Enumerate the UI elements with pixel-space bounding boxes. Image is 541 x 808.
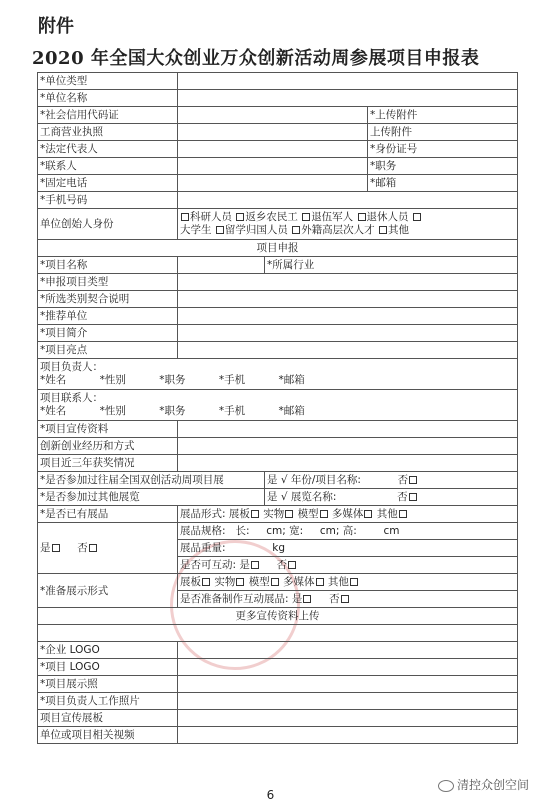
row-contact xyxy=(38,158,518,175)
field-business-license[interactable] xyxy=(178,124,368,141)
field-mobile[interactable] xyxy=(178,192,518,209)
exhibit-form[interactable]: 展品形式: 展板 实物 模型 多媒体 其他 xyxy=(178,506,518,523)
field-highlight[interactable] xyxy=(178,342,518,359)
leader-block[interactable]: 项目负责人： *姓名 *性别 *职务 *手机 *邮箱 xyxy=(38,359,518,390)
label-project-name: *项目名称 xyxy=(38,257,178,274)
upload-promo-board[interactable] xyxy=(178,710,518,727)
watermark: 清控众创空间 xyxy=(438,776,529,793)
founder-options: 科研人员 返乡农民工 退伍军人 退休人员 大学生 留学归国人员 外籍高层次人才 其他 xyxy=(178,209,518,240)
label-other-expo: *是否参加过其他展览 xyxy=(38,489,265,506)
checkbox-icon[interactable] xyxy=(302,213,310,221)
upload-video[interactable] xyxy=(178,727,518,744)
has-exhibit-yesno[interactable]: 是 否 xyxy=(38,523,178,574)
label-highlight: *项目亮点 xyxy=(38,342,178,359)
row-phone xyxy=(38,175,518,192)
checkbox-icon[interactable] xyxy=(251,510,259,518)
field-intro[interactable] xyxy=(178,325,518,342)
row-leader-photo xyxy=(38,693,518,710)
label-mobile: *手机号码 xyxy=(38,192,178,209)
label-recommender: *推荐单位 xyxy=(38,308,178,325)
field-awards[interactable] xyxy=(178,455,518,472)
row-other-expo xyxy=(38,489,518,506)
row-promo-board xyxy=(38,710,518,727)
row-awards xyxy=(38,455,518,472)
checkbox-icon[interactable] xyxy=(292,226,300,234)
row-past-event xyxy=(38,472,518,489)
exhibit-spec[interactable]: 展品规格: 长: cm; 宽: cm; 高: cm xyxy=(178,523,518,540)
row-project-name xyxy=(38,257,518,274)
row-recommender xyxy=(38,308,518,325)
row-highlight xyxy=(38,342,518,359)
label-business-license: 工商营业执照 xyxy=(38,124,178,141)
contact-block[interactable]: 项目联系人： *姓名 *性别 *职务 *手机 *邮箱 xyxy=(38,390,518,421)
checkbox-icon[interactable] xyxy=(409,493,417,501)
checkbox-icon[interactable] xyxy=(413,213,421,221)
label-past-event: *是否参加过往届全国双创活动周项目展 xyxy=(38,472,265,489)
row-has-exhibit xyxy=(38,506,518,523)
row-section-more xyxy=(38,608,518,625)
checkbox-icon[interactable] xyxy=(285,510,293,518)
label-display-form: *准备展示形式 xyxy=(38,574,178,608)
checkbox-icon[interactable] xyxy=(379,226,387,234)
row-unit-type xyxy=(38,73,518,90)
label-leader-photo: *项目负责人工作照片 xyxy=(38,693,178,710)
checkbox-icon[interactable] xyxy=(288,561,296,569)
field-project-name[interactable] xyxy=(178,257,265,274)
row-gap xyxy=(38,625,518,642)
field-recommender[interactable] xyxy=(178,308,518,325)
section-project: 项目申报 xyxy=(38,240,518,257)
application-form xyxy=(37,72,518,744)
label-project-type: *申报项目类型 xyxy=(38,274,178,291)
checkbox-icon[interactable] xyxy=(271,578,279,586)
row-mobile xyxy=(38,192,518,209)
checkbox-icon[interactable] xyxy=(341,595,349,603)
field-project-type[interactable] xyxy=(178,274,518,291)
row-contact-person xyxy=(38,390,518,421)
checkbox-icon[interactable] xyxy=(236,213,244,221)
label-legal-rep: *法定代表人 xyxy=(38,141,178,158)
upload-business-license[interactable]: 上传附件 xyxy=(368,124,518,141)
label-position[interactable]: *职务 xyxy=(368,158,518,175)
row-founder xyxy=(38,209,518,240)
checkbox-icon[interactable] xyxy=(358,213,366,221)
field-contact[interactable] xyxy=(178,158,368,175)
field-phone[interactable] xyxy=(178,175,368,192)
row-category-desc xyxy=(38,291,518,308)
label-promo: *项目宣传资料 xyxy=(38,421,178,438)
label-experience: 创新创业经历和方式 xyxy=(38,438,178,455)
label-promo-board: 项目宣传展板 xyxy=(38,710,178,727)
checkbox-icon[interactable] xyxy=(202,578,210,586)
label-proj-photo: *项目展示照 xyxy=(38,676,178,693)
checkbox-icon[interactable] xyxy=(303,595,311,603)
checkbox-icon[interactable] xyxy=(350,578,358,586)
checkbox-icon[interactable] xyxy=(89,544,97,552)
checkbox-icon[interactable] xyxy=(52,544,60,552)
field-promo[interactable] xyxy=(178,421,518,438)
label-credit-code: *社会信用代码证 xyxy=(38,107,178,124)
label-video: 单位或项目相关视频 xyxy=(38,727,178,744)
field-experience[interactable] xyxy=(178,438,518,455)
label-unit-name: *单位名称 xyxy=(38,90,178,107)
row-leader xyxy=(38,359,518,390)
exhibit-weight[interactable]: 展品重量: kg xyxy=(178,540,518,557)
row-exhibit-spec xyxy=(38,523,518,540)
upload-leader-photo[interactable] xyxy=(178,693,518,710)
label-email[interactable]: *邮箱 xyxy=(368,175,518,192)
checkbox-icon[interactable] xyxy=(251,561,259,569)
section-more: 更多宣传资料上传 xyxy=(38,608,518,625)
attachment-label: 附件 xyxy=(38,16,74,37)
upload-credit-code[interactable]: *上传附件 xyxy=(368,107,518,124)
checkbox-icon[interactable] xyxy=(236,578,244,586)
row-legal-rep xyxy=(38,141,518,158)
upload-proj-photo[interactable] xyxy=(178,676,518,693)
label-proj-logo: *项目 LOGO xyxy=(38,659,178,676)
field-unit-type[interactable] xyxy=(178,73,518,90)
checkbox-icon[interactable] xyxy=(316,578,324,586)
past-event-options[interactable]: 是 √ 年份/项目名称: 否 xyxy=(265,472,518,489)
checkbox-icon[interactable] xyxy=(364,510,372,518)
upload-corp-logo[interactable] xyxy=(178,642,518,659)
row-experience xyxy=(38,438,518,455)
field-legal-rep[interactable] xyxy=(178,141,368,158)
row-intro xyxy=(38,325,518,342)
row-project-type xyxy=(38,274,518,291)
label-intro: *项目简介 xyxy=(38,325,178,342)
upload-proj-logo[interactable] xyxy=(178,659,518,676)
row-video xyxy=(38,727,518,744)
exhibit-interactive[interactable]: 是否可互动: 是 否 xyxy=(178,557,518,574)
label-contact: *联系人 xyxy=(38,158,178,175)
checkbox-icon[interactable] xyxy=(409,476,417,484)
label-phone: *固定电话 xyxy=(38,175,178,192)
page-number: 6 xyxy=(266,788,275,802)
checkbox-icon[interactable] xyxy=(216,226,224,234)
label-unit-type: *单位类型 xyxy=(38,73,178,90)
row-display-form xyxy=(38,574,518,591)
row-unit-name xyxy=(38,90,518,107)
prepare-interactive[interactable]: 是否准备制作互动展品: 是 否 xyxy=(178,591,518,608)
label-has-exhibit: *是否已有展品 xyxy=(38,506,178,523)
checkbox-icon[interactable] xyxy=(399,510,407,518)
blank-row xyxy=(38,625,518,642)
label-industry[interactable]: *所属行业 xyxy=(265,257,518,274)
label-id-no[interactable]: *身份证号 xyxy=(368,141,518,158)
row-credit-code xyxy=(38,107,518,124)
row-promo xyxy=(38,421,518,438)
row-corp-logo xyxy=(38,642,518,659)
field-credit-code[interactable] xyxy=(178,107,368,124)
row-section-project xyxy=(38,240,518,257)
label-category-desc: *所选类别契合说明 xyxy=(38,291,178,308)
row-proj-photo xyxy=(38,676,518,693)
form-title: 2020 年全国大众创业万众创新活动周参展项目申报表 xyxy=(32,48,480,69)
checkbox-icon[interactable] xyxy=(181,213,189,221)
label-corp-logo: *企业 LOGO xyxy=(38,642,178,659)
label-awards: 项目近三年获奖情况 xyxy=(38,455,178,472)
row-proj-logo xyxy=(38,659,518,676)
row-business-license xyxy=(38,124,518,141)
checkbox-icon[interactable] xyxy=(320,510,328,518)
display-form-options[interactable]: 展板 实物 模型 多媒体 其他 xyxy=(178,574,518,591)
label-founder: 单位创始人身份 xyxy=(38,209,178,240)
field-unit-name[interactable] xyxy=(178,90,518,107)
other-expo-options[interactable]: 是 √ 展览名称: 否 xyxy=(265,489,518,506)
field-category-desc[interactable] xyxy=(178,291,518,308)
